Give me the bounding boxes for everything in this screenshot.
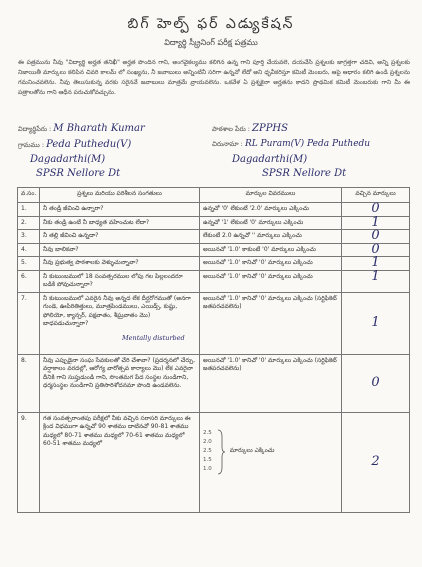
row-score: 1 (342, 292, 410, 354)
table-header-row (18, 188, 410, 203)
village-value: Peda Puthedu(V) (46, 139, 132, 150)
row-marks: ఉన్నచో '0' లేకుంటే '2.0' మార్కులు ఎక్కించు (200, 203, 342, 217)
mandal-left-row (30, 154, 105, 165)
row-number: 5. (18, 257, 40, 271)
row-score: 1 (342, 257, 410, 271)
student-name-value: M Bharath Kumar (53, 123, 145, 134)
table-row (18, 412, 410, 512)
address-row: చిరునామా : RL Puram(V) Peda Puthedu (212, 139, 371, 149)
table-row (18, 257, 410, 271)
row-marks: అయినచో '1.0' కాకుంటే '0' మార్కులు ఎక్కించు (200, 243, 342, 257)
school-name-row: పాఠశాల పేరు : ZPPHS (212, 123, 289, 134)
row-question: నీకు తండ్రి ఉంటే నీ బాధ్యత వహించుట లేదా? (40, 216, 200, 230)
scale-value: 2.5 (203, 448, 212, 454)
row-question: నీ కుటుంబములో 18 సంవత్సరముల లోపు గల పిల్లలందరూ బడికి పోవుచున్నారా? (40, 270, 200, 292)
table-row (18, 292, 410, 354)
row-number: 7. (18, 292, 40, 354)
mandal-left-value: Dagadarthi(M) (30, 154, 106, 165)
table-row (18, 230, 410, 244)
district-right-row (262, 168, 346, 179)
screening-questions-table (17, 187, 410, 513)
row-number: 4. (18, 243, 40, 257)
scale-value: 2.0 (203, 439, 212, 445)
scale-value: 2.5 (203, 430, 212, 436)
row-score: 0 (342, 354, 410, 412)
row-number: 9. (18, 412, 40, 512)
row-score: 2 (342, 412, 410, 512)
student-name-row: విద్యార్థిపేరు : M Bharath Kumar (18, 123, 145, 134)
row-score: 0 (342, 203, 410, 217)
address-label: చిరునామా (212, 140, 239, 148)
row-score: 0 (342, 230, 410, 244)
district-left-value: SPSR Nellore Dt (36, 168, 121, 179)
table-row (18, 354, 410, 412)
row-score: 0 (342, 243, 410, 257)
row-marks: అయినచో '1.0' కానిచో '0' మార్కులు ఎక్కించు (200, 257, 342, 271)
table-row (18, 270, 410, 292)
row-marks: అయినచో '1.0' కానిచో '0' మార్కులు ఎక్కించు (సర్టిఫికెట్ జతపరచవలెను) (200, 354, 342, 412)
header-question: ప్రశ్నలు మరియు పరిశీలన సంగతులు (40, 188, 200, 203)
scale-value: 1.0 (203, 466, 212, 472)
row-number: 3. (18, 230, 40, 244)
header-serial: వ.సం. (18, 188, 40, 203)
document-title: బిగ్ హెల్ప్ ఫర్ ఎడ్యుకేషన్ (127, 16, 295, 32)
row-question: నీ తండ్రి జీవించి ఉన్నారా? (40, 203, 200, 217)
row-marks: మార్కులు ఎక్కించు (229, 447, 275, 455)
table-row (18, 216, 410, 230)
village-row: గ్రామము : Peda Puthedu(V) (18, 139, 132, 150)
mandal-right-value: Dagadarthi(M) (232, 154, 308, 165)
village-label: గ్రామము (18, 141, 40, 149)
row-score: 1 (342, 270, 410, 292)
handwritten-annotation: Mentally disturbed (122, 334, 185, 342)
row-question: గత సంవత్సరాంతపు పరీక్షలో నీకు వచ్చిన సరాసరి మార్కులు ఈ క్రింద విధముగా ఉన్నచో 90 శాతము దాటినచో 90-81 శాతము మధ్యలో 80-71 శాతము మధ్యలో 70-61 శాతము మధ్యలో 60-51 శాతము మధ్యలో (40, 412, 200, 512)
score-scale-list (203, 429, 212, 474)
header-score: వచ్చిన మార్కులు (342, 188, 410, 203)
school-name-label: పాఠశాల పేరు (212, 125, 246, 133)
student-name-label: విద్యార్థిపేరు (18, 125, 47, 133)
row-number: 6. (18, 270, 40, 292)
intro-paragraph: ఈ పత్రమును నీవు "విద్యార్థి అర్హత తనిఖీ" అర్హత పొందిన గాని, అంగవైకల్యము కలిగిన ఉన్న గాని పూర్తి చేయవలె, దయచేసి ప్రశ్నలకు జాగ్రత్తగా చదివి, అన్ని ప్రశ్నలకు నిజాయితీ మార్కులు కలిపిన చివరి కాలమ్ లో సంఖ్యను, నీ జవాబులు అన్నింటినీ సరిగా ఉన్నవో లేదో అని ధృవీకరిస్తూ కమిటీ మెంబరు, ఆపై ఆధారం కలిగి ఉండి ప్రశ్నలను గమనించవలెను. నీవు తెలుసుకున్న వరకు సరైనవే జవాబులు మాత్రమే వ్రాయవలెను. ఒకవేళ ఏ ప్రశ్నకైనా అర్హతను కాదని ప్రాథమిక కమిటీ మెంబరుకు గాని మీ ఈ పత్రాలతోను గాని ఆధీన పరుచుకోవచ్చును. (18, 59, 410, 96)
row-marks-scale (200, 412, 342, 512)
header-marks-detail: మార్కుల వివరములు (200, 188, 342, 203)
row-marks: లేకుంటే 2.0 ఉన్నచో '' మార్కులు ఎక్కించు (200, 230, 342, 244)
row-number: 2. (18, 216, 40, 230)
row-marks: అయినచో '1.0' కానిచో '0' మార్కులు ఎక్కించు (200, 270, 342, 292)
row-question: నీ కుటుంబములో ఎవరైన నీవు అన్నద లేక దీర్ఘరోగముతో (అనగా గుండె, ఊపిరితిత్తులు, మూత్రపిండములు, ఎయిడ్స్, కుష్టు, ఫోలియో, క్యాన్సర్, పక్షవాతం, శీఘ్రవాతం మొ) బాధపడుచున్నారా? (40, 292, 200, 354)
document-subtitle: విద్యార్థి స్క్రీనింగ్ పరీక్ష పత్రము (164, 38, 258, 47)
table-row (18, 203, 410, 217)
district-right-value: SPSR Nellore Dt (262, 168, 347, 179)
row-marks: అయినచో '1.0' కానిచో '0' మార్కులు ఎక్కించు (సర్టిఫికెట్ జతపరచవలెను) (200, 292, 342, 354)
row-question: నీవు ఎప్పుడైనా సంఘ సేవకులతో చేరి చేశావా? (ప్రదర్శనలో చేర్చు, వర్షాకాలం వరదల్లో, ఆరోగ్య వారోత్సవ కార్యాలు మొ) లేక ఎవరైనా దీనికి గాని సుప్తుడుండి గాని, సొంతమగ పేద సంస్థల నుండిగాని, ధర్మసంస్థల నుండిగాని ప్రతిసారిశోదనమా పొంది ఉండవలెను. (40, 354, 200, 412)
school-name-value: ZPPHS (252, 123, 289, 134)
address-value: RL Puram(V) Peda Puthedu (244, 139, 371, 149)
row-question: నీవు ప్రభుత్వ పాఠశాలకు వెళ్ళుచున్నావా? (40, 257, 200, 271)
row-number: 1. (18, 203, 40, 217)
mandal-right-row (232, 154, 307, 165)
scale-value: 1.5 (203, 457, 212, 463)
table-row (18, 243, 410, 257)
row-marks: ఉన్నచో '1' లేకుంటే '0' మార్కులు ఎక్కించు (200, 216, 342, 230)
row-question: నీవు బాలికవా? (40, 243, 200, 257)
row-question: నీ తల్లి జీవించి ఉన్నదా? (40, 230, 200, 244)
district-left-row (36, 168, 120, 179)
row-number: 8. (18, 354, 40, 412)
brace-icon (216, 429, 226, 475)
row-score: 1 (342, 216, 410, 230)
